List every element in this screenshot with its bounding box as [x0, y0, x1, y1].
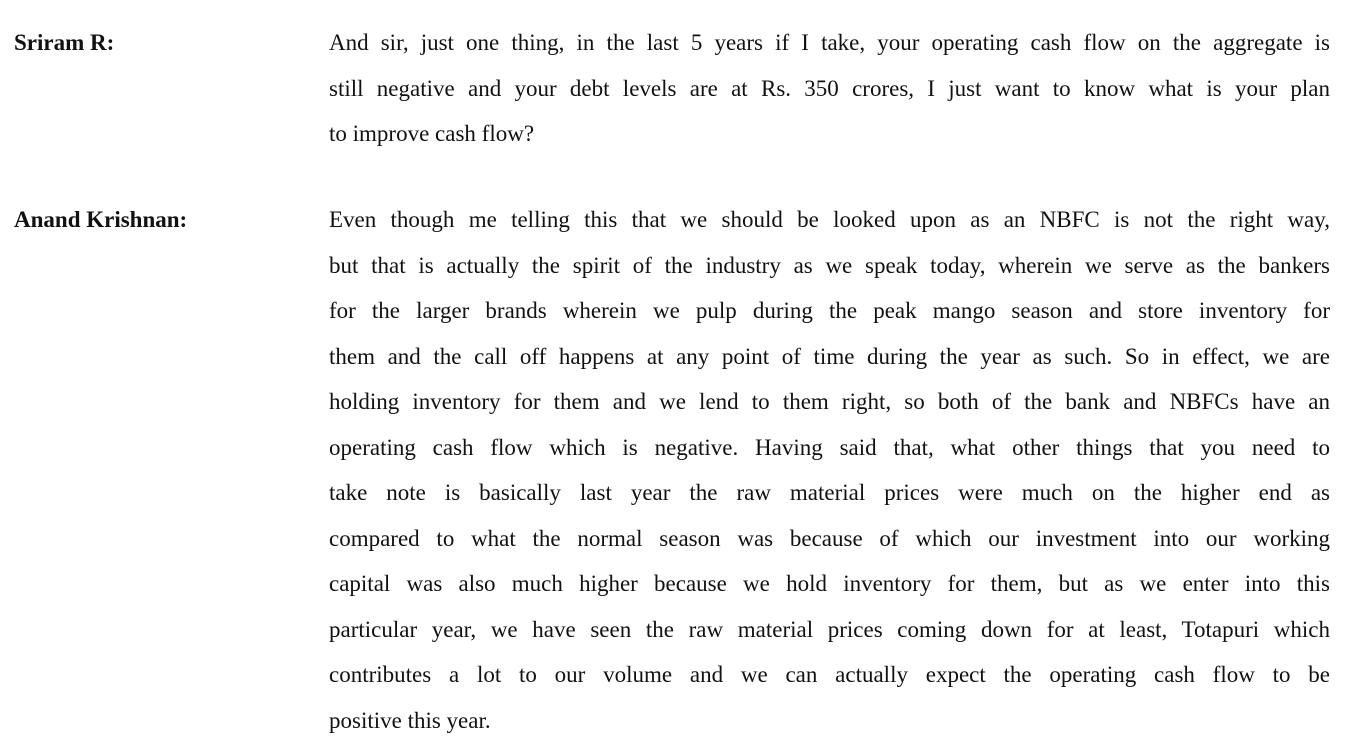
remark-line: holding inventory for them and we lend to them right, so both of the bank and NBFCs have an [329, 389, 1330, 414]
remark-line: take note is basically last year the raw material prices were much on the higher end as [329, 480, 1330, 505]
remark-line: to improve cash flow? [329, 121, 535, 146]
remark-line: compared to what the normal season was because of which our investment into our working [329, 525, 1330, 551]
remark-line: them and the call off happens at any point of time during the year as such. So in effect, we are [329, 343, 1330, 369]
remark-line: operating cash flow which is negative. Having said that, what other things that you need to [329, 434, 1330, 460]
remark-line: but that is actually the spirit of the industry as we speak today, wherein we serve as the bankers [329, 252, 1330, 278]
remark-line: Even though me telling this that we should be looked upon as an NBFC is not the right way, [329, 207, 1330, 232]
remark-line: contributes a lot to our volume and we can actually expect the operating cash flow to be [329, 662, 1330, 687]
remark-line: particular year, we have seen the raw material prices coming down for at least, Totapuri which [329, 616, 1330, 642]
speaker-remark [329, 197, 1330, 743]
remark-line: for the larger brands wherein we pulp during the peak mango season and store inventory for [329, 298, 1330, 323]
remark-line: still negative and your debt levels are at Rs. 350 crores, I just want to know what is your plan [329, 75, 1330, 101]
speaker-remark [329, 20, 1330, 157]
speaker-name: Sriram R: [14, 30, 115, 55]
remark-line: And sir, just one thing, in the last 5 years if I take, your operating cash flow on the aggregate is [329, 30, 1330, 55]
remark-line: positive this year. [329, 707, 491, 733]
speaker-name: Anand Krishnan: [14, 207, 188, 232]
remark-line: capital was also much higher because we hold inventory for them, but as we enter into this [329, 571, 1330, 596]
